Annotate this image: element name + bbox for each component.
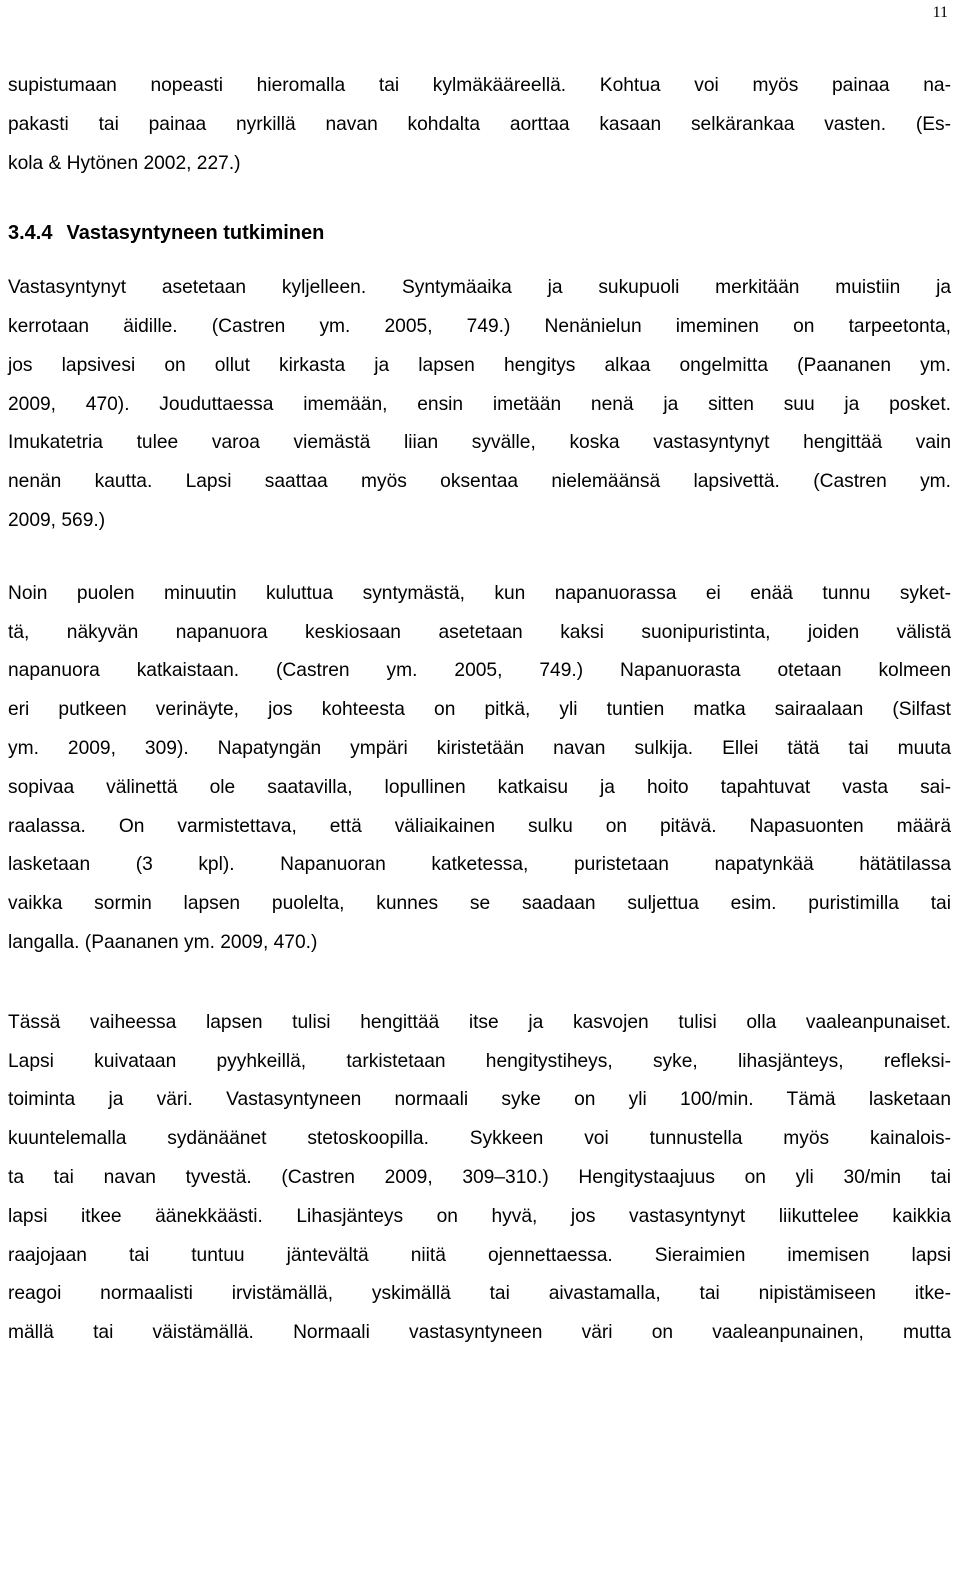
text-line: sopivaa välinettä ole saatavilla, lopullinen katkaisu ja hoito tapahtuvat vasta sai-	[8, 776, 951, 798]
section-title: Vastasyntyneen tutkiminen	[66, 222, 325, 245]
paragraph-2	[8, 269, 951, 541]
text-line: kola & Hytönen 2002, 227.)	[8, 152, 241, 174]
text-line: Vastasyntynyt asetetaan kyljelleen. Syntymäaika ja sukupuoli merkitään muistiin ja	[8, 277, 951, 299]
text-line: lasketaan (3 kpl). Napanuoran katketessa, puristetaan napatynkää hätätilassa	[8, 854, 951, 876]
text-line: Tässä vaiheessa lapsen tulisi hengittää itse ja kasvojen tulisi olla vaaleanpunaiset.	[8, 1011, 951, 1033]
page-number: 11	[932, 4, 948, 21]
text-line: kerrotaan äidille. (Castren ym. 2005, 749.) Nenänielun imeminen on tarpeetonta,	[8, 315, 951, 337]
text-line: raalassa. On varmistettava, että väliaikainen sulku on pitävä. Napasuonten määrä	[8, 815, 951, 837]
text-line: ta tai navan tyvestä. (Castren 2009, 309–310.) Hengitystaajuus on yli 30/min tai	[8, 1166, 951, 1188]
text-line: Imukatetria tulee varoa viemästä liian syvälle, koska vastasyntynyt hengittää vain	[8, 432, 951, 454]
text-line: supistumaan nopeasti hieromalla tai kylmäkääreellä. Kohtua voi myös painaa na-	[8, 75, 951, 96]
text-line: 2009, 470). Jouduttaessa imemään, ensin imetään nenä ja sitten suu ja posket.	[8, 393, 951, 415]
text-line: Noin puolen minuutin kuluttua syntymästä, kun napanuorassa ei enää tunnu syket-	[8, 582, 951, 604]
text-line: ym. 2009, 309). Napatyngän ympäri kiristetään navan sulkija. Ellei tätä tai muuta	[8, 737, 951, 759]
section-heading	[8, 214, 951, 253]
paragraph-1	[8, 67, 951, 183]
text-line: kuuntelemalla sydänäänet stetoskoopilla. Sykkeen voi tunnustella myös kainalois-	[8, 1128, 951, 1150]
paragraph-4	[8, 1004, 951, 1353]
text-line: nenän kautta. Lapsi saattaa myös oksentaa nielemäänsä lapsivettä. (Castren ym.	[8, 471, 951, 493]
text-line: Lapsi kuivataan pyyhkeillä, tarkistetaan hengitystiheys, syke, lihasjänteys, refleksi-	[8, 1050, 951, 1072]
text-line: lapsi itkee äänekkäästi. Lihasjänteys on hyvä, jos vastasyntynyt liikuttelee kaikkia	[8, 1205, 951, 1227]
text-line: reagoi normaalisti irvistämällä, yskimällä tai aivastamalla, tai nipistämiseen itke-	[8, 1283, 951, 1305]
section-number: 3.4.4	[8, 222, 53, 245]
text-line: tä, näkyvän napanuora keskiosaan asetetaan kaksi suonipuristinta, joiden välistä	[8, 621, 951, 643]
text-line: napanuora katkaistaan. (Castren ym. 2005, 749.) Napanuorasta otetaan kolmeen	[8, 660, 951, 682]
text-line: langalla. (Paananen ym. 2009, 470.)	[8, 931, 318, 953]
text-line: eri putkeen verinäyte, jos kohteesta on pitkä, yli tuntien matka sairaalaan (Silfast	[8, 699, 951, 721]
text-line: toiminta ja väri. Vastasyntyneen normaali syke on yli 100/min. Tämä lasketaan	[8, 1089, 951, 1111]
paragraph-3	[8, 575, 951, 963]
text-line: pakasti tai painaa nyrkillä navan kohdalta aorttaa kasaan selkärankaa vasten. (Es-	[8, 113, 951, 135]
text-line: 2009, 569.)	[8, 509, 106, 531]
text-line: jos lapsivesi on ollut kirkasta ja lapsen hengitys alkaa ongelmitta (Paananen ym.	[8, 354, 951, 376]
text-line: mällä tai väistämällä. Normaali vastasyntyneen väri on vaaleanpunainen, mutta	[8, 1322, 951, 1344]
text-line: raajojaan tai tuntuu jäntevältä niitä ojennettaessa. Sieraimien imemisen lapsi	[8, 1244, 951, 1266]
text-line: vaikka sormin lapsen puolelta, kunnes se saadaan suljettua esim. puristimilla tai	[8, 893, 951, 915]
document-body	[8, 67, 951, 1353]
